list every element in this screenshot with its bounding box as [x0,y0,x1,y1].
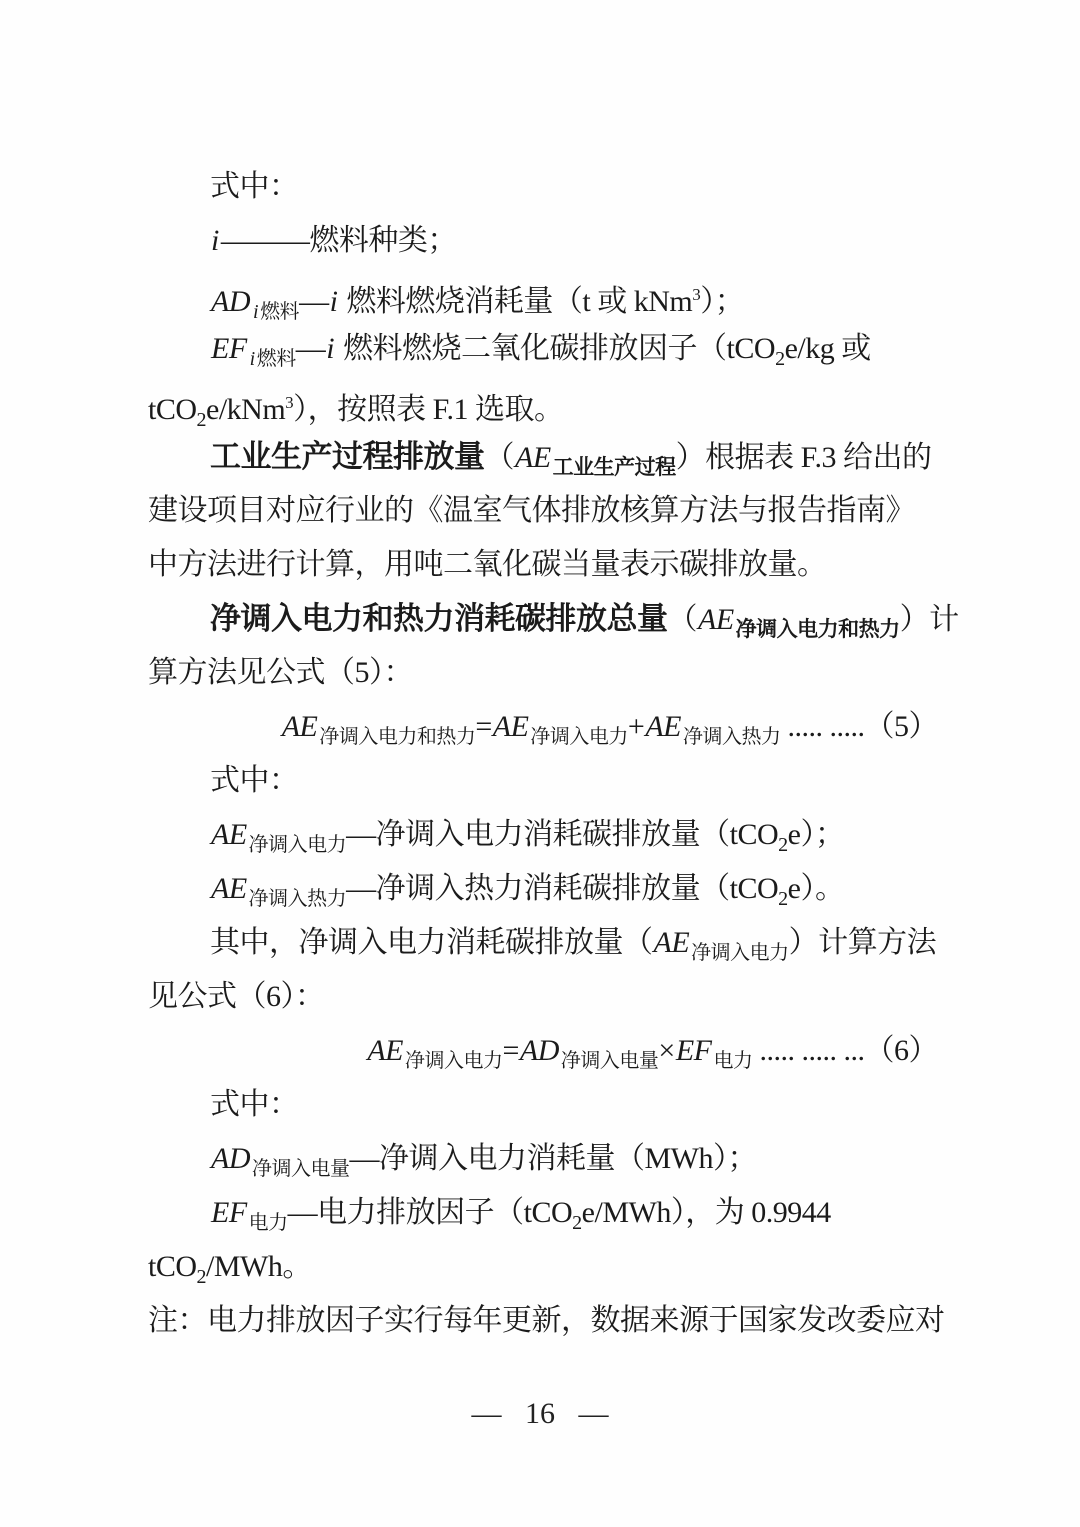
text-segment: AE [515,441,551,474]
text-segment: 算方法见公式（5）： [148,656,413,689]
text-segment: AD [211,1142,250,1175]
text-line-20 [148,1186,938,1240]
text-segment: 3 [285,393,294,412]
text-segment: 燃料燃烧消耗量（t 或 kNm [339,285,693,318]
text-segment: 中方法进行计算，用吨二氧化碳当量表示碳排放量。 [148,548,827,581]
text-segment: e/kNm [206,393,286,426]
text-line-8 [148,538,938,592]
text-line-15 [148,916,938,970]
text-segment: ）根据表 F.3 给出的 [675,441,932,474]
text-segment: 电力 [248,1212,288,1234]
text-segment: 式中： [210,1088,299,1121]
text-segment: = [475,710,492,743]
text-segment: EF [211,332,247,365]
text-segment: —净调入热力消耗碳排放量（tCO [346,872,779,905]
text-segment: 建设项目对应行业的《温室气体排放核算方法与报告指南》 [148,494,915,527]
text-segment: 燃料燃烧二氧化碳排放因子（tCO [336,332,776,365]
text-line-16 [148,970,938,1024]
text-line-7 [148,484,938,538]
text-segment: ..... ..... ...（6） [752,1034,938,1067]
text-segment: EF [675,1034,712,1067]
text-segment: × [658,1034,675,1067]
text-segment: EF [211,1196,247,1229]
text-segment: AE [698,603,734,636]
text-segment: 净调入电力 [530,726,628,748]
text-line-4 [148,322,938,376]
text-segment: —净调入电力消耗量（MWh）； [349,1142,757,1175]
text-segment: （ [484,441,514,474]
text-segment: AD [211,285,250,318]
text-segment: 工业生产过程排放量 [210,439,485,474]
text-segment: 净调入电力和热力消耗碳排放总量 [210,601,668,636]
text-segment: 2 [196,1266,207,1288]
text-segment: 净调入电力和热力 [735,618,900,641]
text-line-1 [148,160,938,214]
text-segment: AE [281,710,318,743]
text-segment: ）计算方法 [788,926,937,959]
text-segment: 其中，净调入电力消耗碳排放量（ [210,926,653,959]
text-segment: 净调入电量 [252,1158,350,1180]
text-segment: + [627,710,645,743]
text-segment: —净调入电力消耗碳排放量（tCO [346,818,779,851]
text-segment: ），按照表 F.1 选取。 [293,393,564,426]
document-body [148,160,959,1348]
text-segment: tCO [148,1250,197,1283]
text-segment: i [249,348,255,370]
text-segment: ..... .....（5） [780,710,938,743]
text-segment: 燃料 [260,301,300,323]
text-segment: i [211,224,219,257]
text-segment: i [329,285,338,318]
text-segment: e/MWh），为 0.9944 [581,1196,831,1229]
text-segment: 式中： [210,170,299,203]
text-segment: （ [667,603,697,636]
text-line-14 [148,862,938,916]
text-line-22 [148,1294,945,1348]
text-line-2 [148,214,938,268]
text-segment: AE [492,710,529,743]
text-segment: 净调入电力 [248,834,347,856]
text-segment: ）计 [899,603,959,636]
text-segment: 注：电力排放因子实行每年更新，数据来源于国家发改委应对 [148,1304,945,1337]
page-number: — 16 — [471,1397,609,1430]
text-line-13 [148,808,938,862]
text-segment: 2 [775,348,785,370]
text-line-10 [148,646,938,700]
text-segment: i [253,301,259,323]
text-segment: = [502,1034,519,1067]
text-segment: 净调入电量 [560,1050,659,1072]
text-segment: 净调入电力 [405,1050,503,1072]
text-segment: i [326,332,335,365]
text-line-19 [148,1132,938,1186]
text-segment: AE [367,1034,403,1067]
text-segment: 净调入电力和热力 [319,726,476,748]
text-line-5 [148,376,938,430]
text-segment: 净调入电力 [691,942,789,964]
text-line-21 [148,1240,938,1294]
text-segment: 见公式（6）： [148,980,325,1013]
text-segment: AE [653,926,690,959]
text-segment: ———燃料种类； [220,224,457,257]
text-segment: 净调入热力 [683,726,781,748]
text-segment: 燃料 [256,348,296,370]
text-segment: AD [519,1034,559,1067]
text-segment: tCO [148,393,197,426]
text-segment: 工业生产过程 [552,456,676,479]
text-segment: 2 [572,1212,582,1234]
text-segment: AE [211,872,247,905]
text-segment: ）； [700,285,745,318]
text-segment: 2 [778,834,788,856]
text-segment: 2 [778,888,788,910]
text-segment: AE [645,710,681,743]
text-segment: — [295,332,326,365]
text-line-18 [148,1078,938,1132]
text-segment: e）； [787,818,845,851]
text-line-17 [148,1024,938,1078]
text-line-11 [148,700,938,754]
text-segment: 净调入热力 [248,888,347,910]
text-segment: e/kg 或 [784,332,871,365]
text-line-12 [148,754,938,808]
text-line-6 [148,430,938,484]
text-segment: 3 [692,285,701,304]
text-line-3 [148,268,938,322]
text-segment: 电力 [713,1050,753,1072]
text-line-9 [148,592,959,646]
text-segment: AE [211,818,247,851]
text-segment: — [299,285,329,318]
text-segment: e）。 [787,872,845,905]
text-segment: —电力排放因子（tCO [287,1196,573,1229]
text-segment: /MWh。 [206,1250,312,1283]
text-segment: 2 [196,409,207,431]
text-segment: 式中： [210,764,299,797]
